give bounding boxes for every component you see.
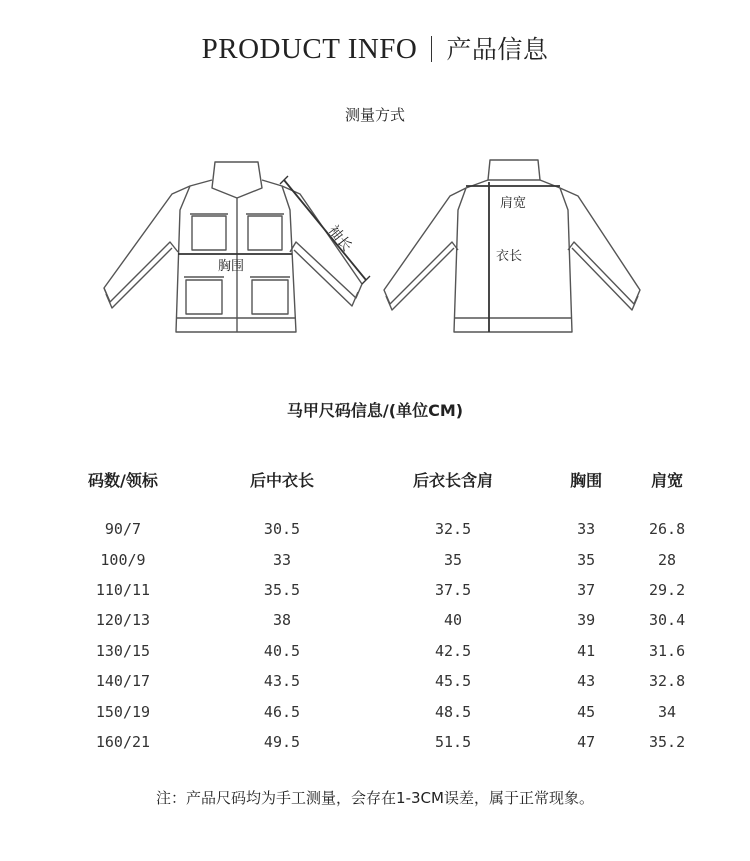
table-cell: 49.5 (263, 732, 301, 751)
table-cell: 45 (577, 702, 596, 721)
title-english: PRODUCT INFO (201, 33, 418, 65)
table-row (40, 696, 710, 726)
table-cell: 35 (444, 550, 463, 569)
header-size: 码数/领标 (88, 470, 158, 490)
table-cell: 48.5 (434, 702, 472, 721)
page-header (0, 30, 750, 66)
table-cell: 35 (577, 550, 596, 569)
table-cell: 38 (272, 611, 292, 630)
table-cell: 30.4 (649, 611, 686, 630)
table-cell: 31.6 (649, 641, 686, 660)
table-cell: 40 (444, 611, 463, 630)
title-divider (431, 36, 432, 62)
chest-label: 胸围 (218, 259, 245, 274)
front-jacket-drawing (104, 162, 370, 332)
table-row (40, 605, 710, 635)
header-back-length: 后中衣长 (249, 470, 314, 490)
jacket-illustrations (0, 150, 750, 350)
table-cell: 43.5 (263, 672, 301, 691)
table-row (40, 666, 710, 696)
table-cell: 120/13 (95, 611, 151, 630)
table-cell: 51.5 (434, 732, 472, 751)
table-cell: 33 (577, 520, 596, 539)
table-cell: 100/9 (100, 550, 146, 569)
jacket-diagram (0, 150, 750, 350)
header-shoulder: 肩宽 (651, 470, 684, 490)
table-row (40, 575, 710, 605)
table-cell: 45.5 (434, 672, 472, 691)
table-cell: 42.5 (434, 641, 472, 660)
table-cell: 140/17 (95, 672, 151, 691)
table-row (40, 727, 710, 757)
header-chest: 胸围 (570, 470, 603, 490)
table-cell: 32.5 (434, 520, 472, 539)
table-cell: 26.8 (649, 520, 686, 539)
header-back-length-shoulder: 后衣长含肩 (413, 470, 494, 490)
table-cell: 40.5 (263, 641, 301, 660)
table-cell: 47 (577, 732, 596, 751)
table-cell: 29.2 (649, 580, 686, 599)
table-cell: 37.5 (434, 580, 472, 599)
table-row (40, 514, 710, 544)
table-cell: 160/21 (95, 732, 151, 751)
table-row (40, 544, 710, 574)
table-cell: 43 (577, 672, 596, 691)
table-cell: 39 (577, 611, 596, 630)
table-cell: 110/11 (95, 580, 151, 599)
table-cell: 150/19 (95, 702, 151, 721)
table-cell: 35.5 (263, 580, 301, 599)
table-cell: 30.5 (263, 520, 301, 539)
size-table (40, 464, 710, 757)
back-jacket-drawing (384, 160, 640, 332)
table-cell: 35.2 (649, 732, 686, 751)
table-header-row (40, 464, 710, 514)
table-cell: 34 (658, 702, 677, 721)
sleeve-label: 袖长 (324, 222, 355, 255)
table-cell: 28 (658, 550, 677, 569)
table-cell: 41 (577, 641, 596, 660)
table-cell: 33 (272, 550, 292, 569)
table-row (40, 636, 710, 666)
measurement-footnote: 注：产品尺码均为手工测量，会存在1-3CM误差，属于正常现象。 (156, 789, 594, 807)
table-cell: 130/15 (95, 641, 151, 660)
size-table-title: 马甲尺码信息/(单位CM) (286, 401, 464, 420)
table-cell: 37 (577, 580, 596, 599)
table-cell: 32.8 (649, 672, 686, 691)
table-cell: 46.5 (263, 702, 301, 721)
title-chinese: 产品信息 (446, 35, 549, 64)
table-cell: 90/7 (104, 520, 142, 539)
shoulder-label: 肩宽 (500, 196, 527, 211)
length-label: 衣长 (496, 249, 523, 264)
measure-method-title: 测量方式 (344, 106, 405, 124)
